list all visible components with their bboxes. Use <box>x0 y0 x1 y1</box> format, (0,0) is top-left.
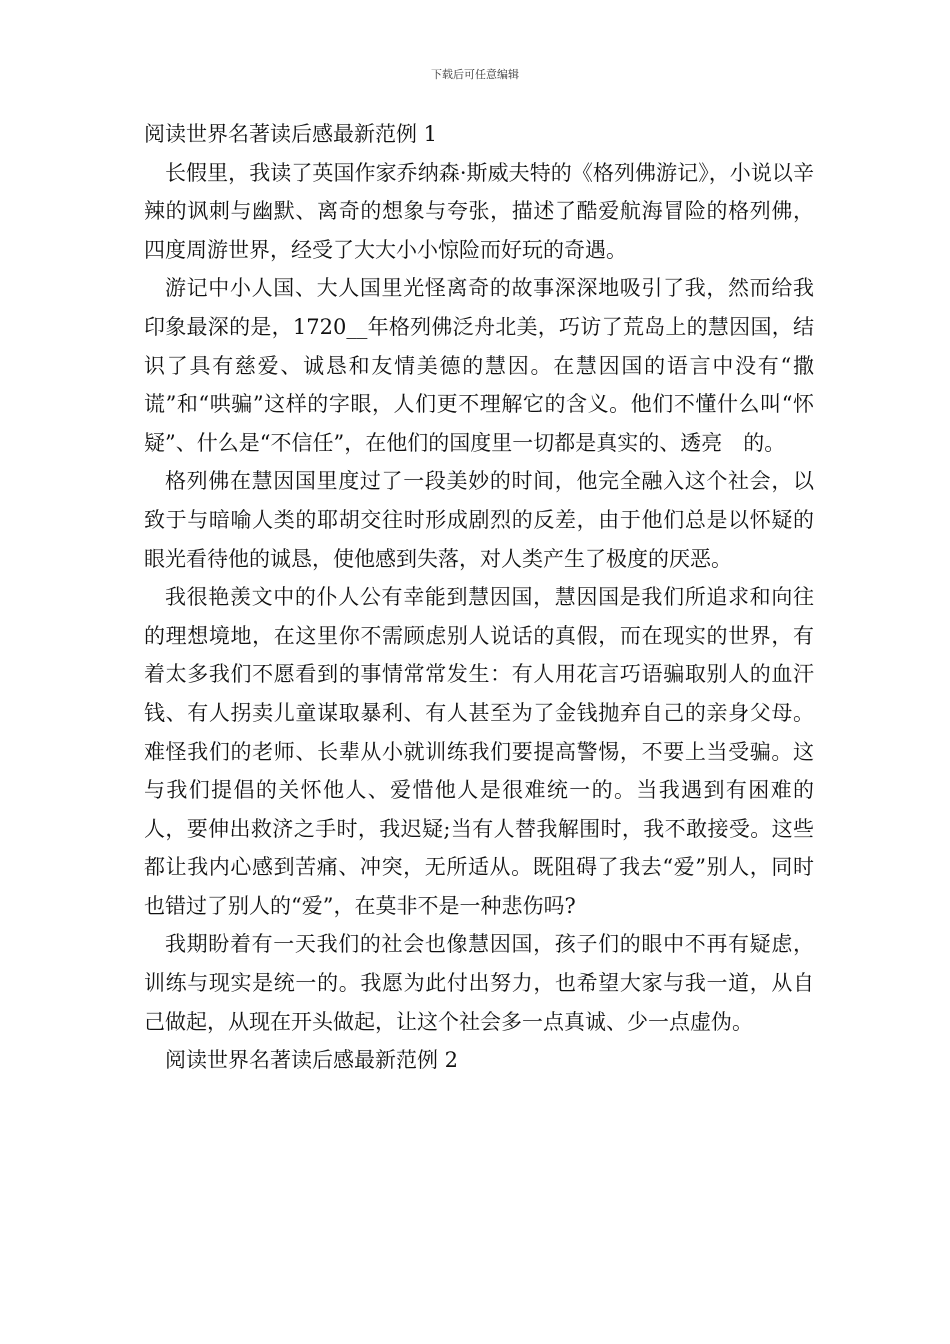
paragraph-3: 格列佛在慧因国里度过了一段美妙的时间，他完全融入这个社会，以致于与暗喻人类的耶胡交往时形成剧烈的反差，由于他们总是以怀疑的眼光看待他的诚恳，使他感到失落，对人类产生了极度的厌恶。 <box>144 469 814 571</box>
paragraph-4: 我很艳羡文中的仆人公有幸能到慧因国，慧因国是我们所追求和向往的理想境地，在这里你不需顾虑别人说话的真假，而在现实的世界，有着太多我们不愿看到的事情常常发生：有人用花言巧语骗取别人的血汗钱、有人拐卖儿童谋取暴利、有人甚至为了金钱抛弃自己的亲身父母。难怪我们的老师、长辈从小就训练我们要提高警惕，不要上当受骗。这与我们提倡的关怀他人、爱惜他人是很难统一的。当我遇到有困难的人，要伸出救济之手时，我迟疑;当有人替我解围时，我不敢接受。这些都让我内心感到苦痛、冲突，无所适从。既阻碍了我去“爱”别人，同时也错过了别人的“爱”，在莫非不是一种悲伤吗? <box>144 585 814 918</box>
paragraph-5: 我期盼着有一天我们的社会也像慧因国，孩子们的眼中不再有疑虑，训练与现实是统一的。我愿为此付出努力，也希望大家与我一道，从自己做起，从现在开头做起，让这个社会多一点真诚、少一点虚伪。 <box>144 932 814 1034</box>
document-body <box>144 115 814 1080</box>
section-title-2: 阅读世界名著读后感最新范例 2 <box>165 1048 459 1073</box>
section-title-1: 阅读世界名著读后感最新范例 1 <box>144 122 438 146</box>
page-header-note: 下载后可任意编辑 <box>431 68 519 81</box>
paragraph-2: 游记中小人国、大人国里光怪离奇的故事深深地吸引了我，然而给我印象最深的是，1720__年格列佛泛舟北美，巧访了荒岛上的慧因国，结识了具有慈爱、诚恳和友情美德的慧因。在慧因国的语言中没有“撒谎”和“哄骗”这样的字眼，人们更不理解它的含义。他们不懂什么叫“怀疑”、什么是“不信任”，在他们的国度里一切都是真实的、透亮 的。 <box>144 276 814 455</box>
paragraph-1: 长假里，我读了英国作家乔纳森·斯威夫特的《格列佛游记》，小说以辛辣的讽刺与幽默、离奇的想象与夸张，描述了酷爱航海冒险的格列佛，四度周游世界，经受了大大小小惊险而好玩的奇遇。 <box>144 160 814 262</box>
